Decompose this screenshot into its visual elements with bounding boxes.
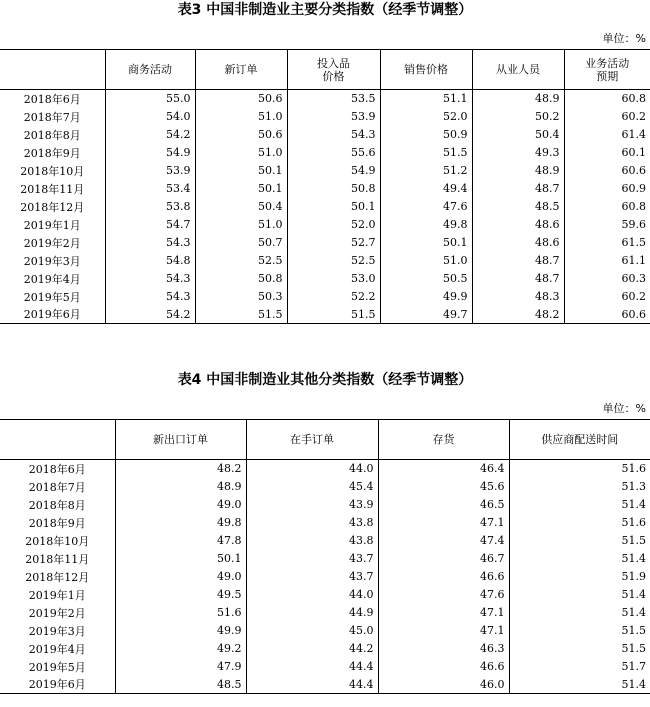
table3-col-header: 销售价格 xyxy=(380,50,472,90)
table3-cell: 54.3 xyxy=(105,288,195,306)
table3-cell: 50.6 xyxy=(195,126,287,144)
table3-cell: 61.5 xyxy=(564,234,650,252)
table4-cell: 51.4 xyxy=(509,604,650,622)
table3-cell: 51.5 xyxy=(380,144,472,162)
table4-row xyxy=(0,568,650,586)
table3-cell: 52.0 xyxy=(287,216,380,234)
table3-cell: 53.9 xyxy=(105,162,195,180)
table3-cell: 60.6 xyxy=(564,306,650,324)
table4-col-header: 在手订单 xyxy=(246,420,378,460)
table4-col-header: 存货 xyxy=(378,420,509,460)
table3-cell: 50.4 xyxy=(195,198,287,216)
table4-cell: 46.6 xyxy=(378,568,509,586)
table3-cell: 60.2 xyxy=(564,108,650,126)
table3-row-label: 2019年5月 xyxy=(0,288,105,306)
table3-row xyxy=(0,126,650,144)
table4-title: 表4 中国非制造业其他分类指数（经季节调整） xyxy=(177,372,473,388)
table3-cell: 53.5 xyxy=(287,90,380,108)
table4-cell: 49.0 xyxy=(115,568,246,586)
table4-row-label: 2019年3月 xyxy=(0,622,115,640)
table3-cell: 50.1 xyxy=(195,180,287,198)
table4-row-label: 2019年6月 xyxy=(0,676,115,694)
table3-cell: 50.7 xyxy=(195,234,287,252)
table4-row-label: 2018年8月 xyxy=(0,496,115,514)
table3-cell: 51.0 xyxy=(380,252,472,270)
table4-cell: 44.9 xyxy=(246,604,378,622)
table4-cell: 43.7 xyxy=(246,568,378,586)
table3-cell: 50.4 xyxy=(472,126,564,144)
table3-row-label: 2018年8月 xyxy=(0,126,105,144)
table3-cell: 53.4 xyxy=(105,180,195,198)
table4-cell: 48.5 xyxy=(115,676,246,694)
table4-row xyxy=(0,622,650,640)
table3-col-header: 从业人员 xyxy=(472,50,564,90)
table4-cell: 47.1 xyxy=(378,622,509,640)
table4-cell: 47.1 xyxy=(378,514,509,532)
table3-row xyxy=(0,90,650,108)
table4-row xyxy=(0,514,650,532)
table4-cell: 47.6 xyxy=(378,586,509,604)
table4-col-header: 供应商配送时间 xyxy=(509,420,650,460)
table4-cell: 43.9 xyxy=(246,496,378,514)
table4-body xyxy=(0,460,650,694)
table3-unit: 单位：% xyxy=(602,32,646,45)
table4-row-label: 2019年2月 xyxy=(0,604,115,622)
table3-row-label: 2019年6月 xyxy=(0,306,105,324)
table3-cell: 50.9 xyxy=(380,126,472,144)
table3-row-label: 2018年9月 xyxy=(0,144,105,162)
table3-cell: 49.8 xyxy=(380,216,472,234)
table4-row xyxy=(0,496,650,514)
table3-cell: 52.5 xyxy=(287,252,380,270)
table3-title: 表3 中国非制造业主要分类指数（经季节调整） xyxy=(177,2,473,18)
table3-row-label: 2018年6月 xyxy=(0,90,105,108)
table3-cell: 61.4 xyxy=(564,126,650,144)
table3-cell: 51.2 xyxy=(380,162,472,180)
table4-cell: 49.2 xyxy=(115,640,246,658)
table3-row-label: 2019年2月 xyxy=(0,234,105,252)
table3-cell: 60.3 xyxy=(564,270,650,288)
table4-col-header xyxy=(0,420,115,460)
table3-row-label: 2018年7月 xyxy=(0,108,105,126)
table4-cell: 44.2 xyxy=(246,640,378,658)
table4-cell: 51.4 xyxy=(509,586,650,604)
table3-cell: 48.6 xyxy=(472,234,564,252)
table4-cell: 47.8 xyxy=(115,532,246,550)
table3-cell: 50.6 xyxy=(195,90,287,108)
table4-cell: 43.8 xyxy=(246,532,378,550)
table3-cell: 47.6 xyxy=(380,198,472,216)
table3-row-label: 2018年11月 xyxy=(0,180,105,198)
table3-cell: 48.7 xyxy=(472,252,564,270)
table3-cell: 55.0 xyxy=(105,90,195,108)
table4-row xyxy=(0,604,650,622)
table4-row-label: 2018年10月 xyxy=(0,532,115,550)
table3-cell: 51.1 xyxy=(380,90,472,108)
table3-cell: 48.6 xyxy=(472,216,564,234)
table3-cell: 49.7 xyxy=(380,306,472,324)
table4-row xyxy=(0,550,650,568)
table3-cell: 53.0 xyxy=(287,270,380,288)
table3-cell: 48.7 xyxy=(472,180,564,198)
table3-cell: 48.7 xyxy=(472,270,564,288)
table3-row xyxy=(0,144,650,162)
table3-cell: 59.6 xyxy=(564,216,650,234)
table3-cell: 48.5 xyxy=(472,198,564,216)
table4-cell: 49.9 xyxy=(115,622,246,640)
table4-cell: 48.2 xyxy=(115,460,246,478)
table3-cell: 54.2 xyxy=(105,306,195,324)
table4-cell: 44.0 xyxy=(246,586,378,604)
table4-row xyxy=(0,586,650,604)
table4-cell: 46.7 xyxy=(378,550,509,568)
table4-cell: 51.4 xyxy=(509,676,650,694)
table3-cell: 51.0 xyxy=(195,144,287,162)
table4-row xyxy=(0,460,650,478)
table3-row xyxy=(0,216,650,234)
table3-row xyxy=(0,252,650,270)
table3-cell: 60.1 xyxy=(564,144,650,162)
table4-cell: 51.4 xyxy=(509,550,650,568)
table3-col-header: 业务活动 预期 xyxy=(564,50,650,90)
table4-cell: 49.0 xyxy=(115,496,246,514)
table3-cell: 55.6 xyxy=(287,144,380,162)
table3-row-label: 2019年3月 xyxy=(0,252,105,270)
table4-cell: 51.9 xyxy=(509,568,650,586)
table4-row-label: 2019年4月 xyxy=(0,640,115,658)
table3-cell: 50.1 xyxy=(195,162,287,180)
table3-cell: 50.5 xyxy=(380,270,472,288)
table4-row xyxy=(0,640,650,658)
table3-cell: 51.0 xyxy=(195,108,287,126)
table4-cell: 44.4 xyxy=(246,676,378,694)
table3-row xyxy=(0,108,650,126)
table3-cell: 52.2 xyxy=(287,288,380,306)
table3-col-header: 投入品 价格 xyxy=(287,50,380,90)
table3-cell: 54.3 xyxy=(105,270,195,288)
table3-cell: 54.8 xyxy=(105,252,195,270)
table3-row xyxy=(0,234,650,252)
table3-cell: 52.7 xyxy=(287,234,380,252)
table3-cell: 61.1 xyxy=(564,252,650,270)
table3-cell: 48.9 xyxy=(472,90,564,108)
table4-row xyxy=(0,676,650,694)
table4-row-label: 2018年9月 xyxy=(0,514,115,532)
table3-cell: 54.3 xyxy=(287,126,380,144)
table3-cell: 51.5 xyxy=(287,306,380,324)
table4-row-label: 2018年7月 xyxy=(0,478,115,496)
table4-row xyxy=(0,478,650,496)
table4-cell: 45.6 xyxy=(378,478,509,496)
table4-row-label: 2019年1月 xyxy=(0,586,115,604)
table3-cell: 54.0 xyxy=(105,108,195,126)
table3-cell: 52.5 xyxy=(195,252,287,270)
table4-cell: 46.3 xyxy=(378,640,509,658)
table3-cell: 60.2 xyxy=(564,288,650,306)
table4 xyxy=(0,419,650,694)
table4-cell: 46.6 xyxy=(378,658,509,676)
table3-cell: 50.3 xyxy=(195,288,287,306)
table3-cell: 54.2 xyxy=(105,126,195,144)
table4-unit: 单位：% xyxy=(602,402,646,415)
table4-cell: 51.6 xyxy=(509,460,650,478)
table4-cell: 44.4 xyxy=(246,658,378,676)
table4-cell: 51.6 xyxy=(509,514,650,532)
table4-row-label: 2019年5月 xyxy=(0,658,115,676)
table3-row xyxy=(0,288,650,306)
table3-cell: 60.8 xyxy=(564,198,650,216)
table3-cell: 49.9 xyxy=(380,288,472,306)
table4-col-header: 新出口订单 xyxy=(115,420,246,460)
table4-cell: 47.4 xyxy=(378,532,509,550)
table3-cell: 53.8 xyxy=(105,198,195,216)
table3-row-label: 2019年1月 xyxy=(0,216,105,234)
table4-row-label: 2018年11月 xyxy=(0,550,115,568)
table4-cell: 50.1 xyxy=(115,550,246,568)
table3-cell: 50.2 xyxy=(472,108,564,126)
table4-row-label: 2018年6月 xyxy=(0,460,115,478)
table4-row xyxy=(0,532,650,550)
table3-row-label: 2018年10月 xyxy=(0,162,105,180)
table3-cell: 48.3 xyxy=(472,288,564,306)
table4-row-label: 2018年12月 xyxy=(0,568,115,586)
table4-cell: 46.0 xyxy=(378,676,509,694)
table3-cell: 54.7 xyxy=(105,216,195,234)
table3-col-header: 商务活动 xyxy=(105,50,195,90)
table3-cell: 60.6 xyxy=(564,162,650,180)
table4-cell: 47.1 xyxy=(378,604,509,622)
table3-col-header xyxy=(0,50,105,90)
table4-cell: 46.5 xyxy=(378,496,509,514)
table3-cell: 49.4 xyxy=(380,180,472,198)
table3-col-header: 新订单 xyxy=(195,50,287,90)
table3-row xyxy=(0,198,650,216)
table4-cell: 51.5 xyxy=(509,640,650,658)
table4-cell: 44.0 xyxy=(246,460,378,478)
table3-cell: 54.9 xyxy=(105,144,195,162)
table3-body xyxy=(0,90,650,324)
table3-header xyxy=(0,50,650,90)
table3-row-label: 2019年4月 xyxy=(0,270,105,288)
table3-row xyxy=(0,162,650,180)
table4-row xyxy=(0,658,650,676)
table3-cell: 60.8 xyxy=(564,90,650,108)
table4-cell: 51.5 xyxy=(509,622,650,640)
table4-cell: 49.8 xyxy=(115,514,246,532)
table3 xyxy=(0,49,650,324)
table3-cell: 50.1 xyxy=(287,198,380,216)
table3-cell: 48.9 xyxy=(472,162,564,180)
table4-cell: 45.4 xyxy=(246,478,378,496)
table3-cell: 53.9 xyxy=(287,108,380,126)
table4-cell: 43.7 xyxy=(246,550,378,568)
table3-cell: 49.3 xyxy=(472,144,564,162)
table4-cell: 51.6 xyxy=(115,604,246,622)
table4-cell: 51.4 xyxy=(509,496,650,514)
table3-cell: 60.9 xyxy=(564,180,650,198)
table4-cell: 48.9 xyxy=(115,478,246,496)
table3-cell: 54.9 xyxy=(287,162,380,180)
table3-cell: 51.0 xyxy=(195,216,287,234)
table4-cell: 51.3 xyxy=(509,478,650,496)
table3-cell: 48.2 xyxy=(472,306,564,324)
table4-cell: 49.5 xyxy=(115,586,246,604)
table3-row xyxy=(0,180,650,198)
table3-cell: 50.8 xyxy=(287,180,380,198)
table3-row xyxy=(0,306,650,324)
table3-cell: 54.3 xyxy=(105,234,195,252)
table4-cell: 43.8 xyxy=(246,514,378,532)
table4-cell: 46.4 xyxy=(378,460,509,478)
table4-cell: 47.9 xyxy=(115,658,246,676)
table4-cell: 51.5 xyxy=(509,532,650,550)
table3-cell: 50.1 xyxy=(380,234,472,252)
table3-cell: 50.8 xyxy=(195,270,287,288)
table4-cell: 45.0 xyxy=(246,622,378,640)
table3-cell: 51.5 xyxy=(195,306,287,324)
table3-cell: 52.0 xyxy=(380,108,472,126)
table3-row-label: 2018年12月 xyxy=(0,198,105,216)
table3-row xyxy=(0,270,650,288)
table4-cell: 51.7 xyxy=(509,658,650,676)
table4-header xyxy=(0,420,650,460)
